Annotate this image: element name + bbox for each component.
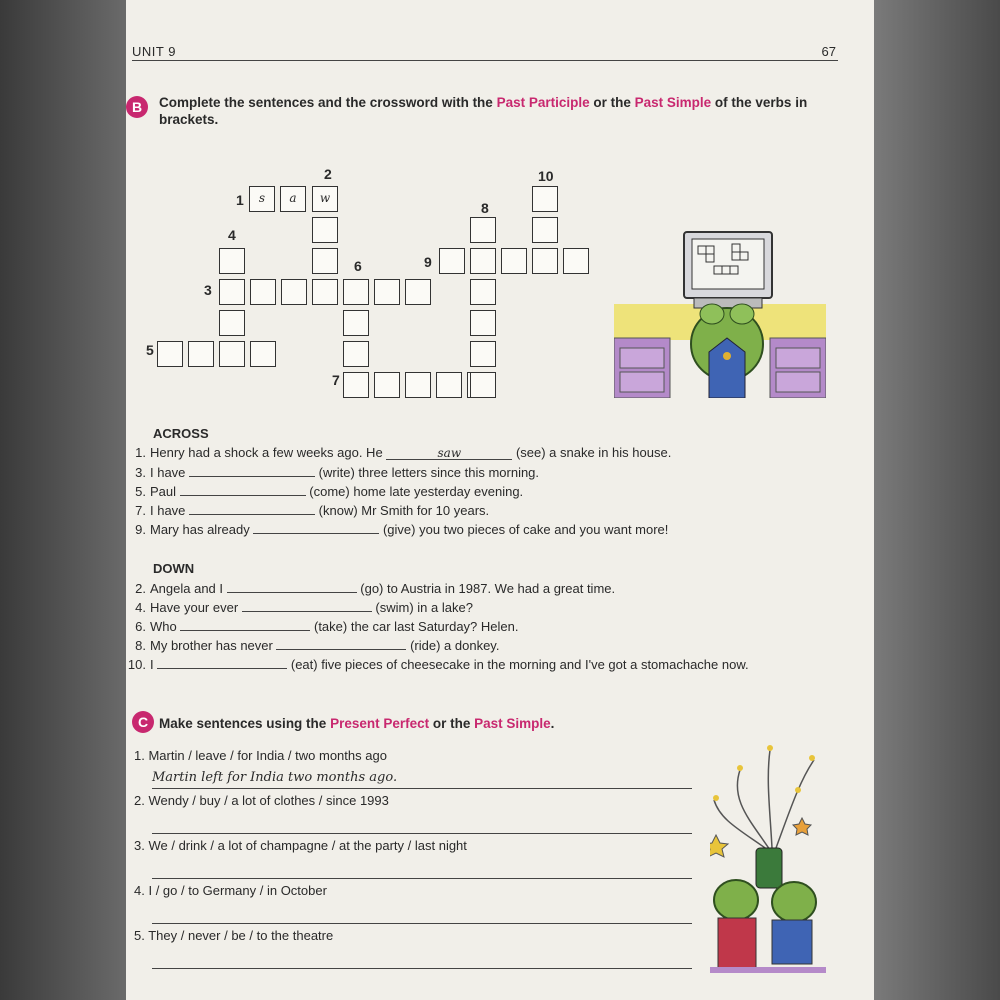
clue-row (126, 445, 671, 460)
clue-number: 5. (135, 484, 146, 499)
clue-row (126, 618, 518, 634)
clue-number: 7 (332, 372, 340, 388)
item-number: 1. (134, 748, 145, 763)
clue-number: 9 (424, 254, 432, 270)
down-heading: DOWN (153, 561, 195, 576)
clue-number: 7. (135, 503, 146, 518)
unit-label: UNIT 9 (132, 44, 176, 59)
exercise-prompt (134, 928, 333, 943)
answer-line[interactable] (152, 923, 692, 924)
crossword-cell[interactable] (374, 279, 400, 305)
crossword-cell[interactable] (188, 341, 214, 367)
instruction-highlight: Past Participle (496, 95, 590, 110)
answer-blank[interactable] (157, 656, 287, 669)
answer-blank[interactable] (180, 483, 306, 496)
answer-blank[interactable] (227, 580, 357, 593)
crossword-cell[interactable] (405, 279, 431, 305)
answer-blank[interactable] (180, 618, 310, 631)
section-c-instruction (159, 715, 719, 732)
prompt-text: They / never / be / to the theatre (148, 928, 334, 943)
instruction-text: Make sentences using the (159, 716, 331, 731)
answer-blank[interactable] (242, 599, 372, 612)
clue-row (126, 502, 489, 518)
prompt-text: Wendy / buy / a lot of clothes / since 1993 (148, 793, 389, 808)
header-divider (132, 60, 838, 61)
crossword-cell[interactable] (436, 372, 462, 398)
answer-blank[interactable] (189, 464, 315, 477)
clue-row (126, 580, 615, 596)
instruction-text: or the (429, 716, 475, 731)
crossword-cell[interactable] (312, 217, 338, 243)
instruction-text: of the verbs in brackets. (159, 95, 808, 127)
clue-text-after: (give) you two pieces of cake and you want more! (382, 522, 669, 537)
clue-text-after: (swim) in a lake? (375, 600, 473, 615)
clue-number: 2. (135, 581, 146, 596)
clue-text-before: Have your ever (150, 600, 239, 615)
clue-text-before: Mary has already (150, 522, 250, 537)
instruction-text: or the (589, 95, 635, 110)
item-number: 2. (134, 793, 145, 808)
background-left (0, 0, 126, 1000)
crossword-cell[interactable] (343, 341, 369, 367)
crossword-cell[interactable]: w (312, 186, 338, 212)
instruction-text: . (550, 716, 555, 731)
crossword-cell[interactable] (532, 217, 558, 243)
crossword-cell[interactable] (343, 372, 369, 398)
section-b-instruction (159, 94, 819, 128)
crossword-cell[interactable] (157, 341, 183, 367)
clue-text-before: I have (150, 465, 186, 480)
item-number: 5. (134, 928, 145, 943)
clue-row (126, 483, 523, 499)
answer-blank[interactable] (276, 637, 406, 650)
crossword-cell[interactable] (343, 310, 369, 336)
item-number: 3. (134, 838, 145, 853)
crossword-cell[interactable] (374, 372, 400, 398)
workbook-page (126, 0, 874, 1000)
answer-line[interactable] (152, 833, 692, 834)
answer-line[interactable] (152, 878, 692, 879)
prompt-text: Martin / leave / for India / two months ago (148, 748, 387, 763)
clue-number: 4 (228, 227, 236, 243)
background-right (874, 0, 1000, 1000)
clue-number: 5 (146, 342, 154, 358)
crossword-cell[interactable] (405, 372, 431, 398)
clue-row (126, 464, 539, 480)
clue-number: 1 (236, 192, 244, 208)
clue-number: 10 (538, 168, 554, 184)
crossword-cell[interactable] (501, 248, 527, 274)
clue-number: 3 (204, 282, 212, 298)
clue-number: 3. (135, 465, 146, 480)
crossword-cell[interactable] (563, 248, 589, 274)
clue-text-after: (eat) five pieces of cheesecake in the morning and I've got a stomachache now. (290, 657, 749, 672)
clue-text-after: (ride) a donkey. (410, 638, 500, 653)
clue-text-after: (take) the car last Saturday? Helen. (313, 619, 519, 634)
clue-number: 1. (135, 445, 146, 460)
crossword-cell[interactable] (470, 217, 496, 243)
exercise-prompt (134, 838, 467, 853)
section-c-badge: C (132, 711, 154, 733)
crossword-cell[interactable]: a (280, 186, 306, 212)
clue-number: 6 (354, 258, 362, 274)
item-number: 4. (134, 883, 145, 898)
frog-at-computer-illustration (614, 226, 826, 398)
clue-text-before: I have (150, 503, 186, 518)
crossword-cell[interactable] (470, 248, 496, 274)
clue-text-before: I (150, 657, 154, 672)
page-number: 67 (821, 44, 836, 59)
clue-text-before: Henry had a shock a few weeks ago. He (150, 445, 383, 460)
answer-line[interactable] (152, 968, 692, 969)
clue-row (126, 637, 499, 653)
crossword-cell[interactable] (470, 372, 496, 398)
crossword-cell[interactable] (219, 279, 245, 305)
crossword-cell[interactable] (470, 310, 496, 336)
crossword-cell[interactable] (312, 279, 338, 305)
answer-blank[interactable] (253, 521, 379, 534)
clue-text-before: Angela and I (150, 581, 224, 596)
crossword-cell[interactable] (250, 279, 276, 305)
crossword-cell[interactable] (532, 248, 558, 274)
crossword-cell[interactable] (219, 310, 245, 336)
frogs-champagne-illustration (710, 730, 826, 976)
clue-number: 9. (135, 522, 146, 537)
section-b-badge: B (126, 96, 148, 118)
clue-number: 10. (127, 657, 146, 672)
clue-text-after: (come) home late yesterday evening. (309, 484, 524, 499)
exercise-prompt (134, 883, 327, 898)
clue-text-after: (know) Mr Smith for 10 years. (318, 503, 490, 518)
crossword-cell[interactable] (439, 248, 465, 274)
answer-line[interactable] (152, 788, 692, 789)
clue-text-before: My brother has never (150, 638, 273, 653)
instruction-highlight: Past Simple (634, 95, 712, 110)
clue-text-after: (go) to Austria in 1987. We had a great time. (360, 581, 616, 596)
crossword-cell[interactable] (470, 341, 496, 367)
clue-number: 2 (324, 166, 332, 182)
clue-text-after: (write) three letters since this morning. (318, 465, 540, 480)
prompt-text: I / go / to Germany / in October (148, 883, 327, 898)
instruction-text: Complete the sentences and the crossword with the (159, 95, 497, 110)
clue-number: 4. (135, 600, 146, 615)
crossword-cell[interactable] (219, 248, 245, 274)
clue-row (126, 656, 749, 672)
clue-text-before: Paul (150, 484, 177, 499)
answer-blank[interactable] (189, 502, 315, 515)
answer-text: Martin left for India two months ago. (152, 770, 398, 785)
clue-text-after: (see) a snake in his house. (515, 445, 672, 460)
crossword-cell[interactable] (343, 279, 369, 305)
crossword-cell[interactable] (250, 341, 276, 367)
crossword-cell[interactable] (281, 279, 307, 305)
prompt-text: We / drink / a lot of champagne / at the party / last night (148, 838, 467, 853)
exercise-prompt (134, 793, 389, 808)
instruction-highlight: Present Perfect (330, 716, 430, 731)
exercise-prompt (134, 748, 387, 763)
crossword-cell[interactable] (312, 248, 338, 274)
answer-blank[interactable]: saw (386, 447, 512, 460)
clue-number: 6. (135, 619, 146, 634)
clue-row (126, 599, 473, 615)
instruction-highlight: Past Simple (474, 716, 551, 731)
clue-number: 8. (135, 638, 146, 653)
clue-number: 8 (481, 200, 489, 216)
crossword-cell[interactable] (219, 341, 245, 367)
crossword-cell[interactable] (470, 279, 496, 305)
clue-row (126, 521, 668, 537)
crossword-cell[interactable] (532, 186, 558, 212)
across-heading: ACROSS (153, 426, 209, 441)
crossword-cell[interactable]: s (249, 186, 275, 212)
clue-text-before: Who (150, 619, 177, 634)
